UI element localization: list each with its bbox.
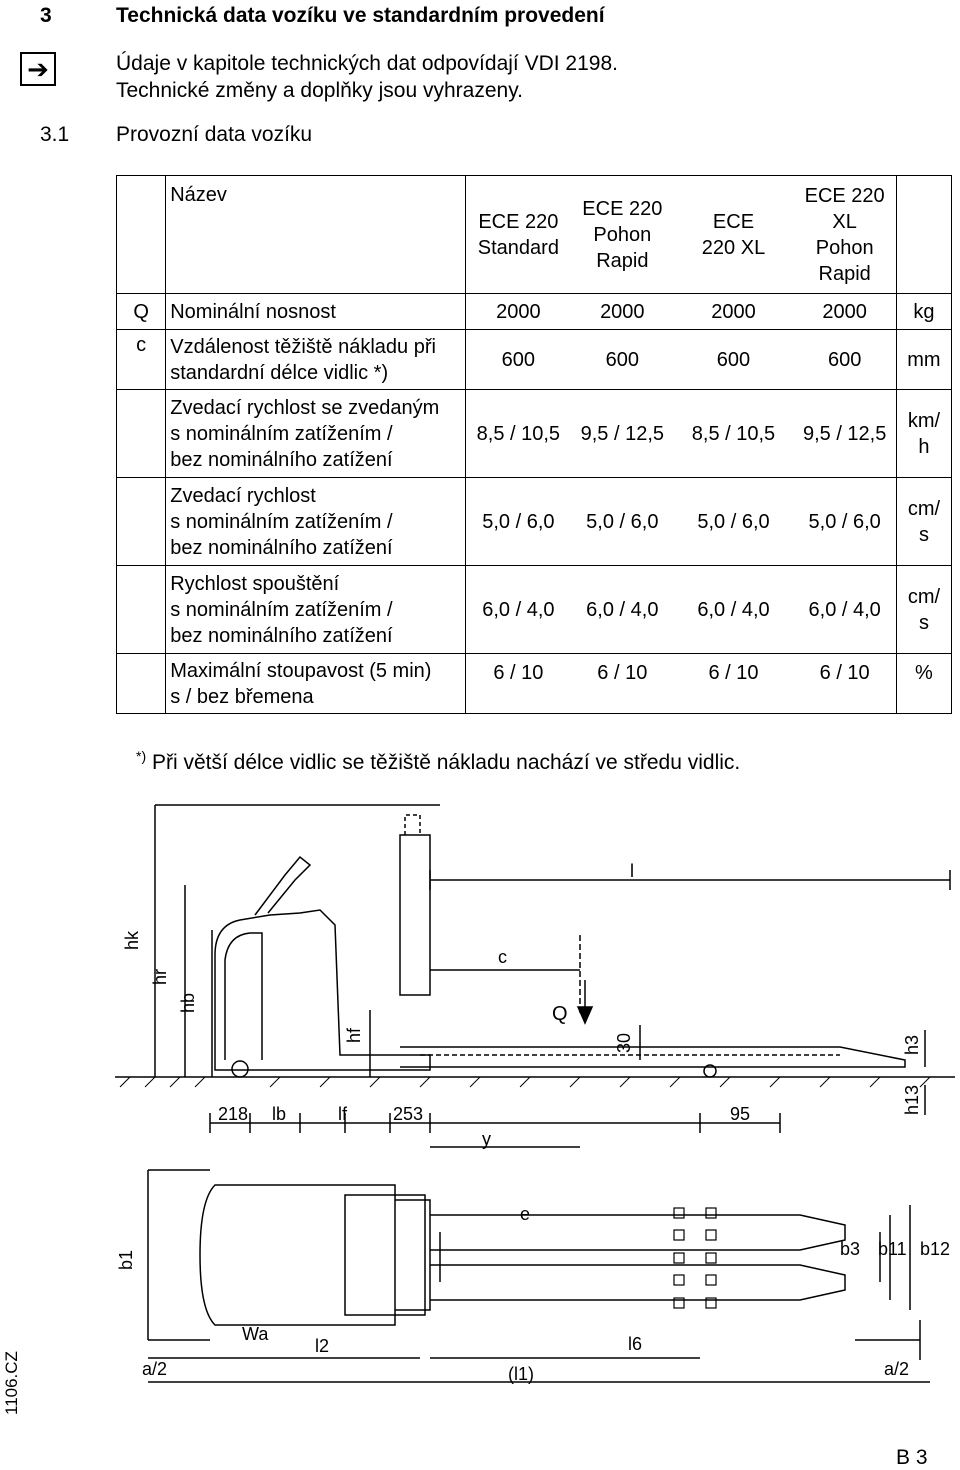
subsection-title: Provozní data vozíku [116, 123, 313, 146]
label-q: Q [552, 1003, 568, 1025]
row-value: 6 / 10 [793, 654, 896, 714]
label-b11: b11 [878, 1239, 907, 1259]
label-h3: h3 [902, 1034, 922, 1055]
label-b12: b12 [920, 1239, 951, 1259]
note-line-2: Technické změny a doplňky jsou vyhrazeny. [116, 79, 523, 102]
side-view-drawing [0, 785, 960, 1155]
label-hr: hr [150, 968, 170, 985]
row-unit-line: h [918, 435, 930, 458]
header-col1-line2: Standard [477, 236, 559, 259]
row-value: 5,0 / 6,0 [465, 478, 571, 566]
row-unit: % [896, 654, 951, 714]
label-218: 218 [218, 1104, 249, 1124]
row-label-line: Zvedací rychlost [170, 484, 316, 507]
label-30: 30 [614, 1032, 634, 1053]
label-hb: hb [178, 992, 198, 1013]
label-c: c [498, 947, 507, 967]
row-value: 6,0 / 4,0 [793, 566, 896, 654]
header-col2-line1: ECE 220 [582, 197, 663, 220]
label-e: e [520, 1204, 531, 1224]
header-col2-line3: Rapid [596, 249, 649, 272]
row-label-line: standardní délce vidlic *) [170, 361, 389, 384]
row-label-line: bez nominálního zatížení [170, 536, 393, 559]
footnote-mark: *) [136, 748, 147, 764]
header-col4-line2: XL [832, 210, 857, 233]
row-label-line: s nominálním zatížením / [170, 422, 393, 445]
row-label-line: s nominálním zatížením / [170, 598, 393, 621]
row-value: 8,5 / 10,5 [465, 390, 571, 478]
row-label: Nominální nosnost [170, 300, 336, 323]
note-line-1: Údaje v kapitole technických dat odpovídají VDI 2198. [116, 52, 618, 75]
label-h13: h13 [902, 1084, 922, 1115]
label-l6: l6 [628, 1334, 643, 1354]
header-col4-line1: ECE 220 [804, 184, 885, 207]
section-title: Technická data vozíku ve standardním provedení [116, 4, 605, 27]
footnote [136, 748, 740, 775]
document-code: 1106.CZ [2, 1351, 21, 1415]
label-a2-right: a/2 [884, 1359, 910, 1379]
label-a2-left: a/2 [142, 1359, 168, 1379]
row-label-line: s / bez břemena [170, 685, 314, 708]
label-lf: lf [338, 1104, 347, 1124]
page-number: B 3 [896, 1446, 928, 1469]
row-value: 600 [571, 330, 673, 390]
row-symbol: c [117, 330, 166, 390]
table-row [117, 390, 952, 478]
row-unit-line: km/ [907, 409, 941, 432]
header-col3-line2: 220 XL [701, 236, 766, 259]
label-hf: hf [344, 1027, 364, 1043]
table-row [117, 294, 952, 330]
label-wa: Wa [242, 1324, 269, 1344]
row-value: 600 [793, 330, 896, 390]
operating-data-table [116, 175, 952, 714]
row-value: 9,5 / 12,5 [793, 390, 896, 478]
row-label-line: bez nominálního zatížení [170, 448, 393, 471]
label-l1: (l1) [508, 1364, 534, 1384]
row-label-line: Maximální stoupavost (5 min) [170, 659, 432, 682]
label-l2: l2 [315, 1336, 330, 1356]
row-value: 6 / 10 [571, 654, 673, 714]
row-value: 8,5 / 10,5 [674, 390, 794, 478]
row-label-line: bez nominálního zatížení [170, 624, 393, 647]
table-row [117, 478, 952, 566]
row-unit-line: cm/ [907, 585, 941, 608]
row-value: 2000 [571, 294, 673, 330]
row-unit: kg [896, 294, 951, 330]
row-value: 2000 [793, 294, 896, 330]
label-lb: lb [272, 1104, 287, 1124]
row-value: 9,5 / 12,5 [571, 390, 673, 478]
row-symbol: Q [117, 294, 166, 330]
label-hk: hk [122, 930, 142, 950]
top-view-drawing [0, 1160, 960, 1400]
row-value: 5,0 / 6,0 [571, 478, 673, 566]
row-value: 2000 [465, 294, 571, 330]
row-label-line: Rychlost spouštění [170, 572, 340, 595]
header-col4-line4: Rapid [818, 262, 871, 285]
row-value: 6,0 / 4,0 [674, 566, 794, 654]
arrow-right-icon: ➔ [20, 52, 56, 86]
label-95: 95 [730, 1104, 751, 1124]
table-header-row [117, 176, 952, 294]
label-b3: b3 [840, 1239, 861, 1259]
table-row [117, 330, 952, 390]
row-value: 600 [674, 330, 794, 390]
row-label-line: Zvedací rychlost se zvedaným [170, 396, 440, 419]
label-b1: b1 [116, 1249, 136, 1270]
header-col4-line3: Pohon [815, 236, 874, 259]
row-unit-line: s [918, 523, 929, 546]
row-value: 6,0 / 4,0 [465, 566, 571, 654]
row-value: 6,0 / 4,0 [571, 566, 673, 654]
table-row [117, 566, 952, 654]
row-unit-line: cm/ [907, 497, 941, 520]
row-value: 6 / 10 [465, 654, 571, 714]
row-value: 2000 [674, 294, 794, 330]
row-unit-line: s [918, 611, 929, 634]
label-y: y [482, 1129, 491, 1149]
subsection-number: 3.1 [40, 123, 70, 146]
row-value: 5,0 / 6,0 [793, 478, 896, 566]
table-row [117, 654, 952, 714]
header-col3-line1: ECE [712, 210, 755, 233]
header-col1-line1: ECE 220 [478, 210, 559, 233]
row-label-line: Vzdálenost těžiště nákladu při [170, 335, 436, 358]
header-name: Název [166, 176, 465, 294]
label-l: l [630, 861, 634, 881]
section-number: 3 [40, 4, 52, 27]
row-value: 6 / 10 [674, 654, 794, 714]
header-col2-line2: Pohon [593, 223, 652, 246]
label-253: 253 [393, 1104, 424, 1124]
row-unit: mm [896, 330, 951, 390]
row-value: 5,0 / 6,0 [674, 478, 794, 566]
row-value: 600 [465, 330, 571, 390]
row-label-line: s nominálním zatížením / [170, 510, 393, 533]
footnote-text: Při větší délce vidlic se těžiště nákladu nachází ve středu vidlic. [151, 751, 741, 774]
